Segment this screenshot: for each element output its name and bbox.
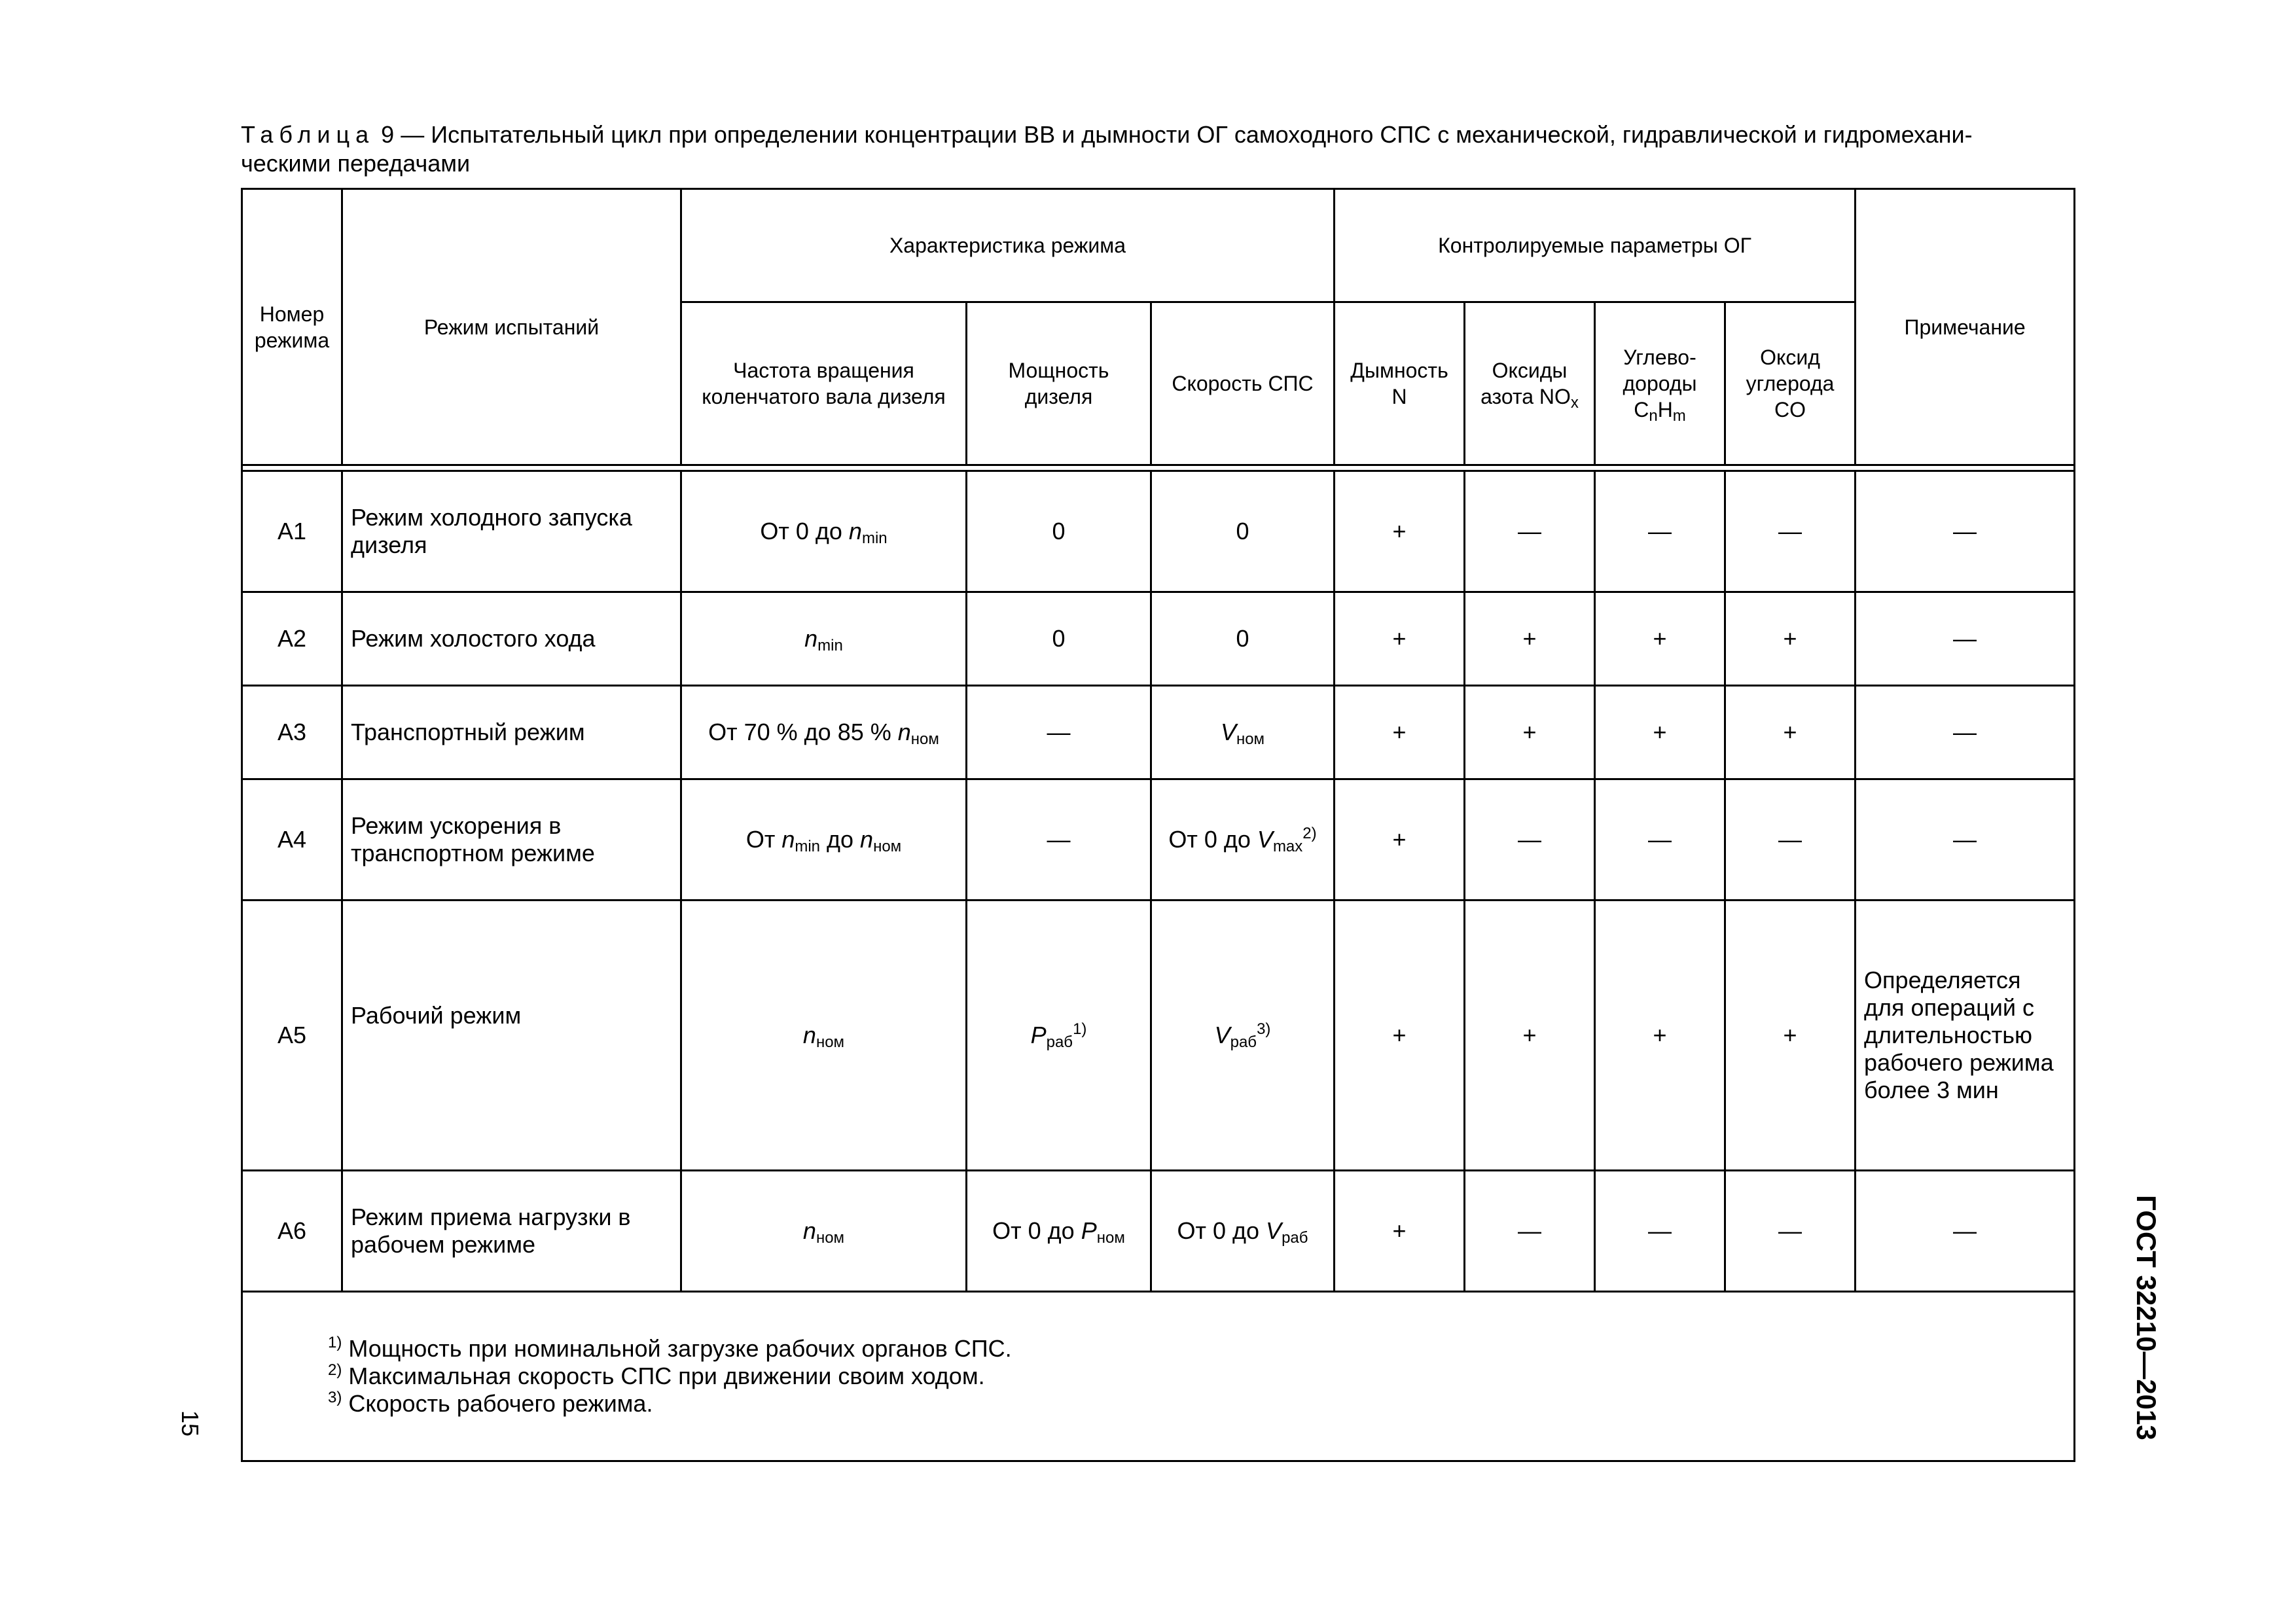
row-crank-speed [681, 686, 967, 779]
header-hc-m: m [1672, 407, 1686, 425]
symbol-n: n [848, 518, 862, 544]
row-hc: + [1595, 686, 1725, 779]
subscript-nom: ном [816, 1229, 845, 1247]
footnote-text: Мощность при номинальной загрузке рабочих органов СПС. [342, 1335, 1012, 1362]
footnote-2 [328, 1363, 2066, 1390]
row-crank-speed [681, 779, 967, 901]
header-separator [242, 465, 2075, 471]
gost-designation: ГОСТ 32210—2013 [2131, 1195, 2162, 1440]
page-number: 15 [177, 1410, 204, 1437]
table-row [242, 471, 2075, 592]
footnote-ref-2: 2) [1302, 825, 1317, 842]
subscript-nom: ном [1236, 730, 1265, 748]
caption-number: 9 [381, 121, 395, 148]
footnote-3 [328, 1390, 2066, 1418]
caption-text: — Испытательный цикл при определении концентрации ВВ и дымности ОГ самоходного СПС с механической, гидравлической и гидромехани- [394, 121, 1973, 148]
row-power: 0 [967, 471, 1151, 592]
subscript-min: min [861, 529, 888, 547]
footnotes-row [242, 1292, 2075, 1461]
header-controlled-params: Контролируемые параметры ОГ [1335, 189, 1856, 302]
cell-text: От 0 до [1168, 826, 1257, 853]
subscript-nom: ном [816, 1033, 845, 1051]
caption-text-continued: ческими передачами [241, 150, 471, 177]
symbol-v: V [1257, 826, 1273, 853]
symbol-n: n [802, 1022, 816, 1048]
row-nox: + [1465, 592, 1595, 686]
cell-text: От 0 до [1177, 1217, 1266, 1244]
symbol-n: n [860, 826, 874, 853]
row-note: — [1856, 779, 2075, 901]
header-nox-label: Оксиды азота NO [1480, 359, 1571, 408]
row-note: — [1856, 592, 2075, 686]
row-number: А2 [242, 592, 342, 686]
symbol-n: n [897, 719, 911, 745]
row-hc: + [1595, 592, 1725, 686]
footnote-mark: 3) [328, 1389, 342, 1406]
row-mode: Режим ускорения в транспортном режиме [342, 779, 681, 901]
footnote-text: Скорость рабочего режима. [342, 1390, 653, 1417]
row-speed: 0 [1151, 592, 1335, 686]
row-power: 0 [967, 592, 1151, 686]
row-smoke: + [1335, 471, 1465, 592]
row-speed [1151, 779, 1335, 901]
footnote-ref-1: 1) [1073, 1020, 1087, 1038]
row-nox: + [1465, 901, 1595, 1171]
row-mode: Рабочий режим [342, 901, 681, 1171]
table-row [242, 901, 2075, 1171]
row-hc: — [1595, 1171, 1725, 1292]
row-number: А6 [242, 1171, 342, 1292]
header-sps-speed: Скорость СПС [1151, 302, 1335, 465]
header-smoke: Дымность N [1335, 302, 1465, 465]
footnote-text: Максимальная скорость СПС при движении своим ходом. [342, 1363, 985, 1389]
subscript-nom: ном [873, 838, 902, 855]
subscript-max: max [1272, 838, 1303, 855]
row-nox: — [1465, 471, 1595, 592]
footnotes-cell [242, 1292, 2075, 1461]
row-power [967, 1171, 1151, 1292]
row-crank-speed [681, 471, 967, 592]
cell-text: до [820, 826, 861, 853]
row-speed [1151, 901, 1335, 1171]
table-row [242, 779, 2075, 901]
footnote-ref-3: 3) [1257, 1020, 1271, 1038]
row-number: А5 [242, 901, 342, 1171]
row-number: А4 [242, 779, 342, 901]
symbol-v: V [1214, 1022, 1230, 1048]
header-nox-subscript: x [1570, 394, 1579, 412]
header-hc-h: H [1657, 398, 1673, 421]
symbol-n: n [802, 1217, 816, 1244]
header-co: Оксид углерода CO [1725, 302, 1856, 465]
row-smoke: + [1335, 592, 1465, 686]
table-row [242, 592, 2075, 686]
symbol-p: P [1081, 1217, 1097, 1244]
row-crank-speed [681, 1171, 967, 1292]
header-mode-characteristics: Характеристика режима [681, 189, 1335, 302]
row-co: + [1725, 686, 1856, 779]
subscript-nom: ном [1096, 1229, 1125, 1247]
row-smoke: + [1335, 1171, 1465, 1292]
row-nox: + [1465, 686, 1595, 779]
row-note: — [1856, 686, 2075, 779]
header-hydrocarbons [1595, 302, 1725, 465]
subscript-nom: ном [910, 730, 939, 748]
footnote-1 [328, 1335, 2066, 1363]
header-row-1 [242, 189, 2075, 302]
separator-cell [242, 465, 2075, 471]
row-hc: + [1595, 901, 1725, 1171]
subscript-min: min [795, 838, 821, 855]
symbol-p: P [1030, 1022, 1047, 1048]
row-smoke: + [1335, 901, 1465, 1171]
cell-text: От 0 до [760, 518, 849, 544]
test-cycle-table [241, 188, 2075, 1462]
row-speed: 0 [1151, 471, 1335, 592]
row-note: Определяется для операций с длительностью рабочего режима более 3 мин [1856, 901, 2075, 1171]
subscript-min: min [817, 637, 843, 654]
row-mode: Транспортный режим [342, 686, 681, 779]
header-mode-number: Номер режима [242, 189, 342, 465]
row-co: — [1725, 471, 1856, 592]
cell-text: От 0 до [992, 1217, 1081, 1244]
row-speed [1151, 1171, 1335, 1292]
cell-text: От [745, 826, 782, 853]
footnote-mark: 1) [328, 1334, 342, 1351]
row-hc: — [1595, 471, 1725, 592]
table-row [242, 1171, 2075, 1292]
row-co: — [1725, 1171, 1856, 1292]
symbol-v: V [1220, 719, 1236, 745]
row-co: + [1725, 592, 1856, 686]
row-smoke: + [1335, 686, 1465, 779]
row-power: — [967, 779, 1151, 901]
header-hc-n: n [1649, 407, 1658, 425]
header-diesel-power: Мощность дизеля [967, 302, 1151, 465]
symbol-v: V [1266, 1217, 1282, 1244]
header-test-mode: Режим испытаний [342, 189, 681, 465]
subscript-rab: раб [1282, 1229, 1308, 1247]
symbol-n: n [804, 625, 818, 652]
row-mode: Режим холодного запуска дизеля [342, 471, 681, 592]
header-note: Примечание [1856, 189, 2075, 465]
row-crank-speed [681, 901, 967, 1171]
header-crank-speed: Частота вращения коленчатого вала дизеля [681, 302, 967, 465]
row-co: — [1725, 779, 1856, 901]
row-note: — [1856, 471, 2075, 592]
row-number: А3 [242, 686, 342, 779]
subscript-rab: раб [1230, 1033, 1257, 1051]
footnote-mark: 2) [328, 1361, 342, 1379]
row-mode: Режим приема нагрузки в рабочем режиме [342, 1171, 681, 1292]
table-row [242, 686, 2075, 779]
symbol-n: n [781, 826, 795, 853]
row-mode: Режим холостого хода [342, 592, 681, 686]
cell-text: От 70 % до 85 % [708, 719, 898, 745]
row-nox: — [1465, 779, 1595, 901]
row-speed [1151, 686, 1335, 779]
row-crank-speed [681, 592, 967, 686]
table-caption [241, 120, 2073, 178]
row-hc: — [1595, 779, 1725, 901]
header-hc-c: C [1634, 398, 1649, 421]
row-number: А1 [242, 471, 342, 592]
row-power [967, 901, 1151, 1171]
row-power: — [967, 686, 1151, 779]
row-smoke: + [1335, 779, 1465, 901]
header-hc-label: Углево-дороды [1623, 346, 1697, 395]
row-co: + [1725, 901, 1856, 1171]
header-nox [1465, 302, 1595, 465]
row-nox: — [1465, 1171, 1595, 1292]
caption-label: Таблица [241, 121, 375, 148]
subscript-rab: раб [1046, 1033, 1073, 1051]
row-note: — [1856, 1171, 2075, 1292]
